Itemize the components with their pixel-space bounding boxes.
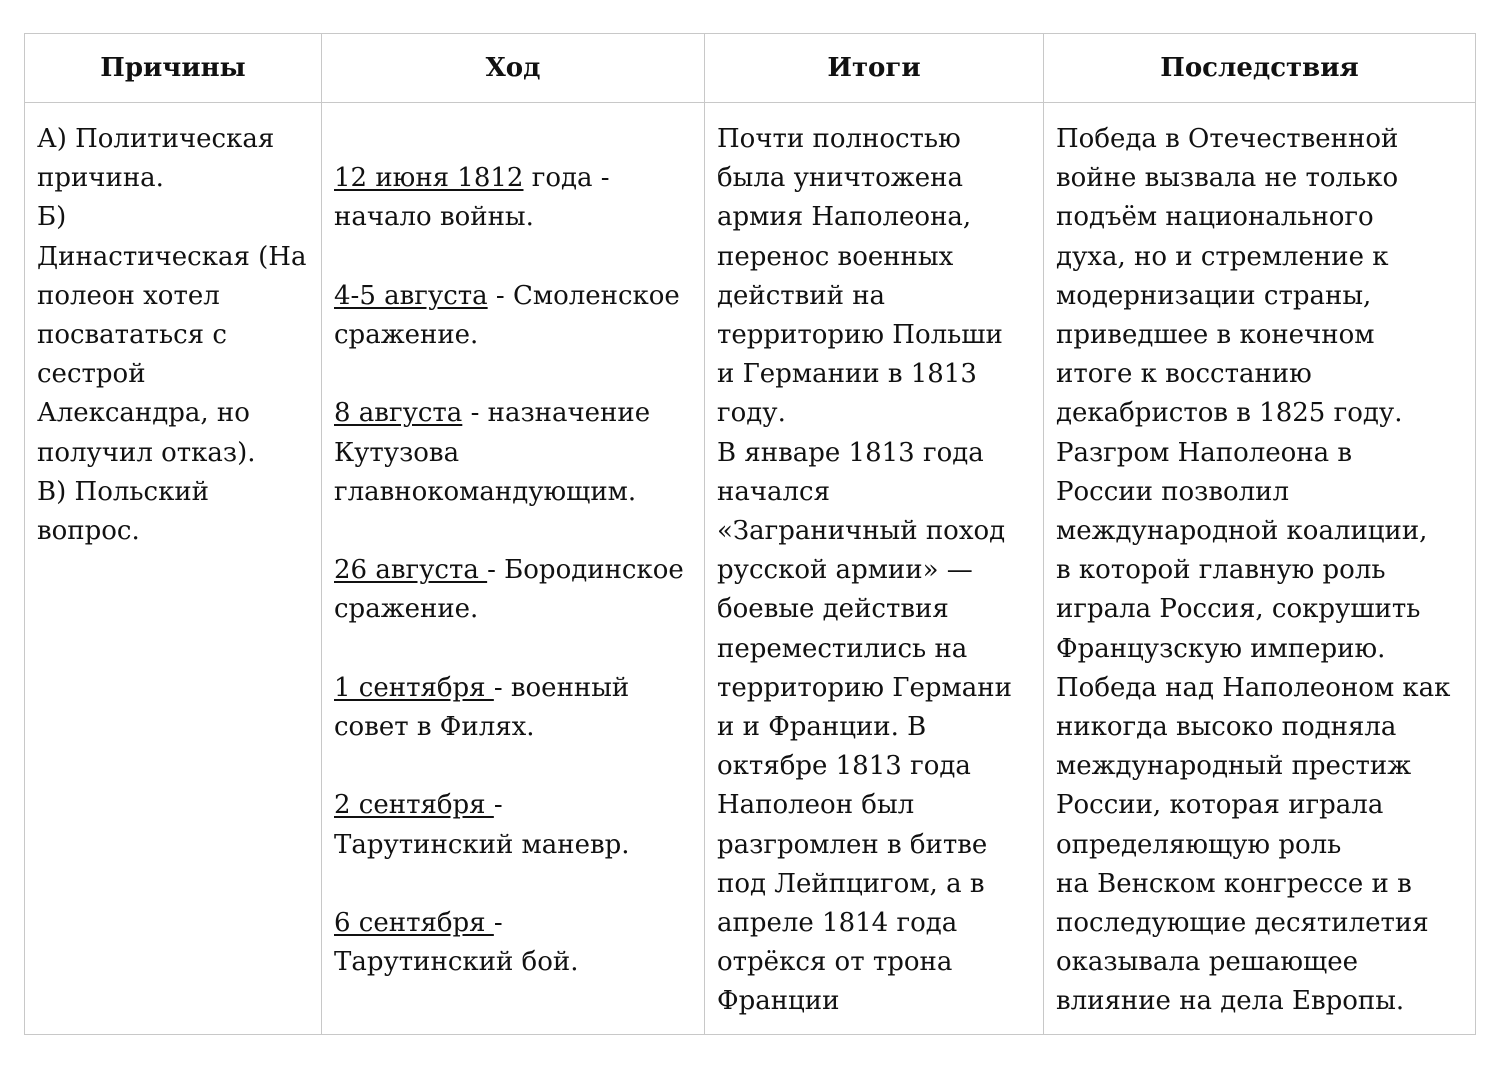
header-causes: Причины bbox=[25, 34, 322, 103]
results-cell: Почти полностью была уничтожена армия Наполеона, перенос военных действий на территорию Польши и Германии в 1813 году. В январе 1813 года начался «Заграничный поход русской армии» — боевые действия переместились на территорию Германи и и Франции. В октябре 1813 года Наполеон был разгромлен в битве под Лейпцигом, а в апреле 1814 года отрёкся от трона Франции bbox=[705, 103, 1044, 1035]
header-row bbox=[25, 34, 1476, 103]
course-entry bbox=[334, 786, 692, 864]
course-date: 2 сентября bbox=[334, 790, 494, 821]
course-entry bbox=[334, 159, 692, 237]
course-entry bbox=[334, 669, 692, 747]
course-date: 6 сентября bbox=[334, 908, 494, 939]
course-entry bbox=[334, 394, 692, 512]
course-text: - назначение Кутузова главнокомандующим. bbox=[334, 398, 651, 507]
causes-cell: А) Политическая причина. Б) Династическая (На полеон хотел посвататься с сестрой Александра, но получил отказ). В) Польский вопрос. bbox=[25, 103, 322, 1035]
course-text: - Бородинское сражение. bbox=[334, 555, 684, 625]
header-results: Итоги bbox=[705, 34, 1044, 103]
course-entry bbox=[334, 551, 692, 629]
course-text: - военный совет в Филях. bbox=[334, 672, 630, 743]
course-date: 1 сентября bbox=[334, 672, 494, 703]
course-cell bbox=[322, 103, 705, 1035]
course-text: - Тарутинский бой. bbox=[334, 908, 579, 978]
course-date: 8 августа bbox=[334, 398, 463, 429]
course-date: 12 июня 1812 bbox=[334, 163, 524, 194]
course-text: года - начало войны. bbox=[334, 163, 610, 233]
course-entry bbox=[334, 904, 692, 982]
course-text: - Тарутинский маневр. bbox=[334, 790, 630, 860]
course-entry bbox=[334, 277, 692, 355]
header-course: Ход bbox=[322, 34, 705, 103]
course-date: 26 августа bbox=[334, 555, 488, 586]
war-1812-table bbox=[24, 33, 1476, 1035]
course-date: 4-5 августа bbox=[334, 280, 488, 311]
content-row bbox=[25, 103, 1476, 1035]
header-consequences: Последствия bbox=[1044, 34, 1476, 103]
course-text: - Смоленское сражение. bbox=[334, 280, 680, 351]
consequences-cell: Победа в Отечественной войне вызвала не только подъём национального духа, но и стремление к модернизации страны, приведшее в конечном итоге к восстанию декабристов в 1825 году. Разгром Наполеона в России позволил международной коалиции, в которой главную роль играла Россия, сокрушить Французскую империю. Победа над Наполеоном как никогда высоко подняла международный престиж России, которая играла определяющую роль на Венском конгрессе и в последующие десятилетия оказывала решающее влияние на дела Европы. bbox=[1044, 103, 1476, 1035]
